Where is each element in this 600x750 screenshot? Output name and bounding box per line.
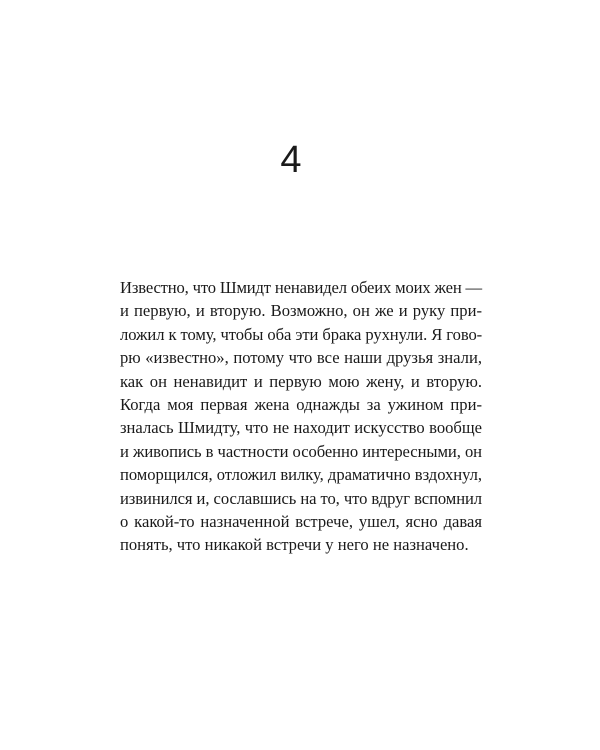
text-line: о какой-то назначенной встрече, ушел, ясно давая xyxy=(120,512,482,532)
text-line: Когда моя первая жена однажды за ужином при- xyxy=(120,395,482,415)
text-line: и первую, и вторую. Возможно, он же и руку при- xyxy=(120,301,482,321)
text-line: Известно, что Шмидт ненавидел обеих моих жен — xyxy=(120,278,482,297)
text-line: и живопись в частности особенно интересными, он xyxy=(120,441,482,461)
text-line: как он ненавидит и первую мою жену, и вторую. xyxy=(120,371,482,391)
chapter-body-text xyxy=(120,276,482,557)
text-line: рю «известно», потому что все наши друзья знали, xyxy=(120,348,482,368)
text-line: ложил к тому, чтобы оба эти брака рухнули. Я гово- xyxy=(120,324,483,344)
text-line: понять, что никакой встречи у него не назначено. xyxy=(120,535,469,555)
text-line: зналась Шмидту, что не находит искусство вообще xyxy=(120,418,482,438)
chapter-number: 4 xyxy=(280,139,302,181)
text-line: извинился и, сославшись на то, что вдруг вспомнил xyxy=(120,488,482,508)
text-line: поморщился, отложил вилку, драматично вздохнул, xyxy=(120,465,482,485)
